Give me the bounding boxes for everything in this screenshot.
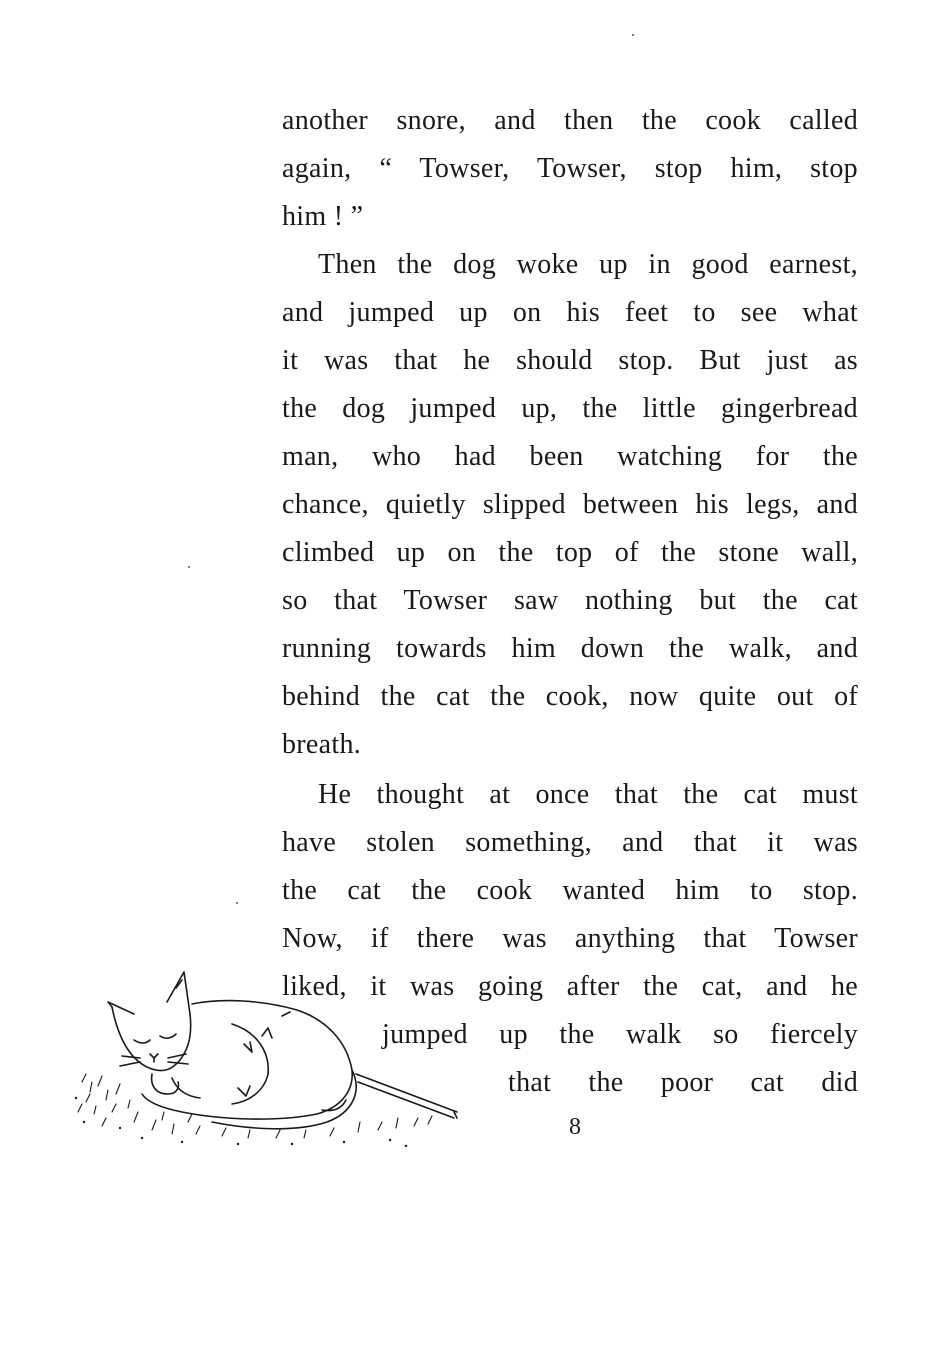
text-line: He thought at once that the cat must — [318, 779, 858, 810]
print-speck — [236, 902, 238, 904]
page-number: 8 — [569, 1114, 581, 1140]
sleeping-cat-icon — [72, 962, 467, 1147]
text-line: Now, if there was anything that Towser — [282, 923, 858, 954]
text-line: Then the dog woke up in good earnest, — [318, 249, 858, 280]
text-line: again, “ Towser, Towser, stop him, stop — [282, 153, 858, 184]
text-line: it was that he should stop. But just as — [282, 345, 858, 376]
text-line: so that Towser saw nothing but the cat — [282, 585, 858, 616]
text-line: man, who had been watching for the — [282, 441, 858, 472]
text-line: another snore, and then the cook called — [282, 105, 858, 136]
text-line: the dog jumped up, the little gingerbread — [282, 393, 858, 424]
text-line: and jumped up on his feet to see what — [282, 297, 858, 328]
text-line: climbed up on the top of the stone wall, — [282, 537, 858, 568]
text-line: jumped up the walk so fiercely — [382, 1019, 858, 1050]
text-line: him ! ” — [282, 201, 364, 232]
print-speck — [188, 566, 190, 568]
text-line: that the poor cat did — [508, 1067, 858, 1098]
text-line: chance, quietly slipped between his legs, and — [282, 489, 858, 520]
text-line: liked, it was going after the cat, and he — [282, 971, 858, 1002]
text-line: have stolen something, and that it was — [282, 827, 858, 858]
text-line: breath. — [282, 729, 362, 760]
print-speck — [632, 34, 634, 36]
text-line: behind the cat the cook, now quite out of — [282, 681, 858, 712]
text-line: the cat the cook wanted him to stop. — [282, 875, 858, 906]
text-line: running towards him down the walk, and — [282, 633, 858, 664]
